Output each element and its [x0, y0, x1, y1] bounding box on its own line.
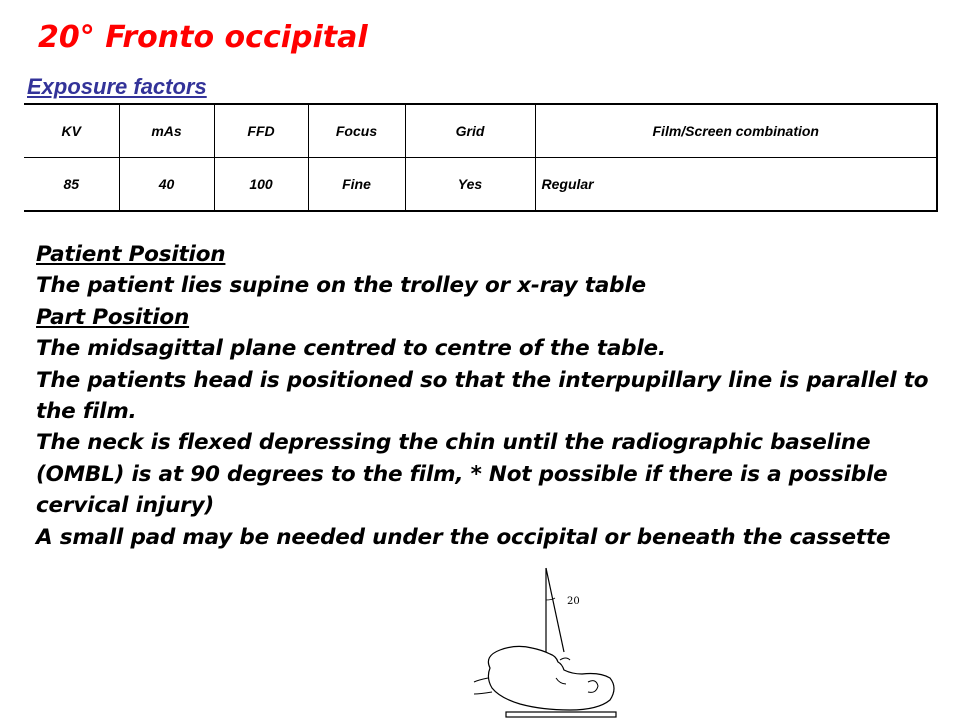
head-positioning-diagram [470, 560, 620, 720]
table-header-row [24, 104, 937, 158]
head-outline [488, 646, 614, 710]
central-ray-line [546, 568, 564, 652]
table-row [24, 158, 937, 212]
cassette [506, 712, 616, 717]
table-header-cell: mAs [119, 104, 214, 158]
patient-position-text: The patient lies supine on the trolley or x-ray table [36, 273, 646, 299]
table-cell: Regular [535, 158, 937, 212]
table-header-cell: Film/Screen combination [535, 104, 937, 158]
exposure-factors-heading: Exposure factors [27, 74, 207, 99]
table-header-cell: Focus [308, 104, 405, 158]
table-header-cell: Grid [405, 104, 535, 158]
table-cell: Yes [405, 158, 535, 212]
mouth-detail [556, 678, 566, 684]
table-cell: 40 [119, 158, 214, 212]
part-position-paragraph: The neck is flexed depressing the chin until the radiographic baseline (OMBL) is at 90 degrees to the film, * Not possible if there is a possible cervical injury) [36, 430, 888, 519]
table-cell: Fine [308, 158, 405, 212]
eye-detail [560, 658, 570, 660]
page-title: 20° Fronto occipital [38, 20, 368, 55]
table-cell: 100 [214, 158, 308, 212]
table-header-cell: KV [24, 104, 119, 158]
positioning-instructions [36, 239, 946, 553]
ear-detail [588, 681, 598, 693]
angle-label: 20 [567, 596, 580, 607]
part-position-heading: Part Position [36, 304, 190, 330]
table-cell: 85 [24, 158, 119, 212]
neck-line [474, 678, 488, 682]
neck-line [474, 692, 492, 694]
part-position-paragraph: The midsagittal plane centred to centre of the table. [36, 336, 666, 362]
table-header-cell: FFD [214, 104, 308, 158]
part-position-paragraph: A small pad may be needed under the occipital or beneath the cassette [36, 524, 891, 550]
part-position-paragraph: The patients head is positioned so that the interpupillary line is parallel to the film. [36, 367, 929, 425]
angle-arc [546, 598, 555, 600]
patient-position-heading: Patient Position [36, 242, 226, 267]
exposure-factors-table [24, 103, 938, 212]
